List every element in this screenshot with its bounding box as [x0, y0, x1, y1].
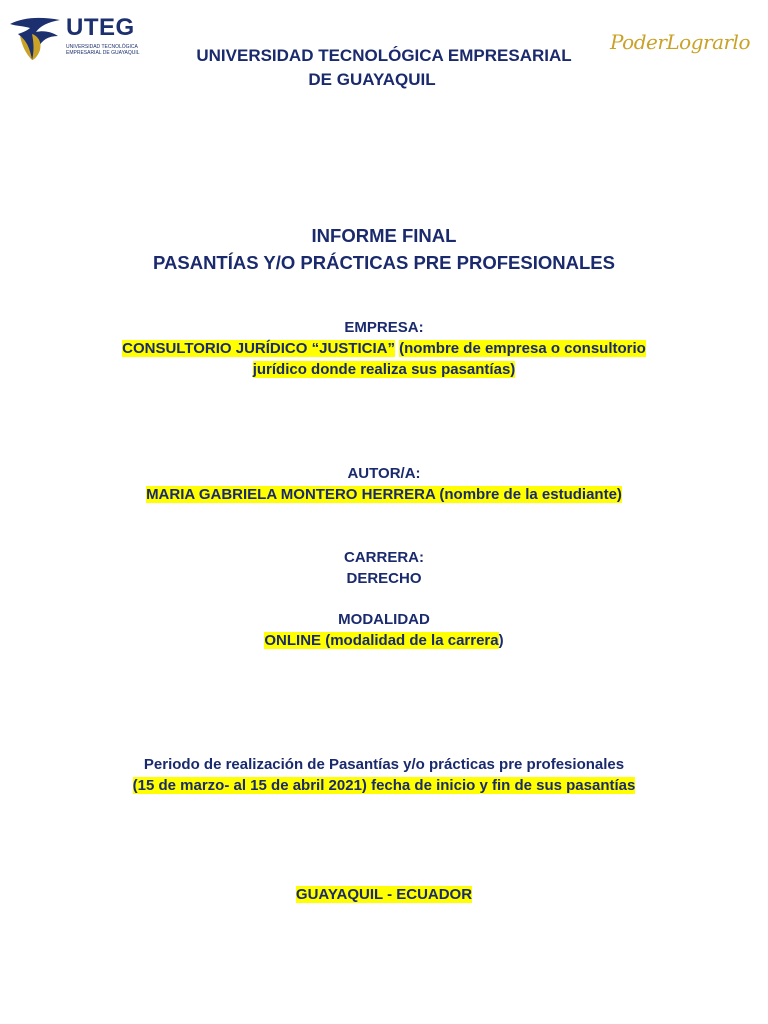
autor-value-line [0, 485, 768, 505]
report-title: INFORME FINAL [311, 225, 457, 246]
logo-wordmark: UTEG [66, 14, 135, 41]
empresa-label: EMPRESA: [344, 319, 424, 336]
empresa-name: CONSULTORIO JURÍDICO “JUSTICIA” [122, 340, 395, 357]
empresa-note-line [0, 360, 768, 380]
logo-subtext-line2: EMPRESARIAL DE GUAYAQUIL [66, 50, 140, 56]
modalidad-value-tail: ) [498, 632, 504, 649]
logo-subtext-line1: UNIVERSIDAD TECNOLÓGICA [66, 44, 138, 50]
modalidad-value: ONLINE (modalidad de la carrera [264, 632, 499, 649]
empresa-note-line2: jurídico donde realiza sus pasantías) [252, 361, 516, 378]
location-line [0, 885, 768, 905]
periodo-line2: (15 de marzo- al 15 de abril 2021) fecha de inicio y fin de sus pasantías [132, 777, 636, 794]
empresa-note-line1: (nombre de empresa o consultorio [399, 340, 646, 357]
university-name-line2: DE GUAYAQUIL [308, 70, 436, 89]
modalidad-label: MODALIDAD [338, 611, 430, 628]
location: GUAYAQUIL - ECUADOR [295, 886, 473, 903]
carrera-value: DERECHO [346, 570, 422, 587]
modalidad-value-line [0, 631, 768, 651]
autor-value: MARIA GABRIELA MONTERO HERRERA (nombre de la estudiante) [146, 486, 622, 503]
carrera-label: CARRERA: [344, 549, 424, 566]
autor-label: AUTOR/A: [347, 465, 421, 482]
periodo-line1: Periodo de realización de Pasantías y/o prácticas pre profesionales [143, 756, 625, 773]
periodo-line2-wrap [0, 776, 768, 796]
empresa-name-line [0, 339, 768, 359]
slogan-signature: PoderLograrlo [610, 30, 750, 54]
report-subtitle: PASANTÍAS Y/O PRÁCTICAS PRE PROFESIONALES [153, 252, 615, 273]
university-name-line1: UNIVERSIDAD TECNOLÓGICA EMPRESARIAL [196, 46, 572, 65]
